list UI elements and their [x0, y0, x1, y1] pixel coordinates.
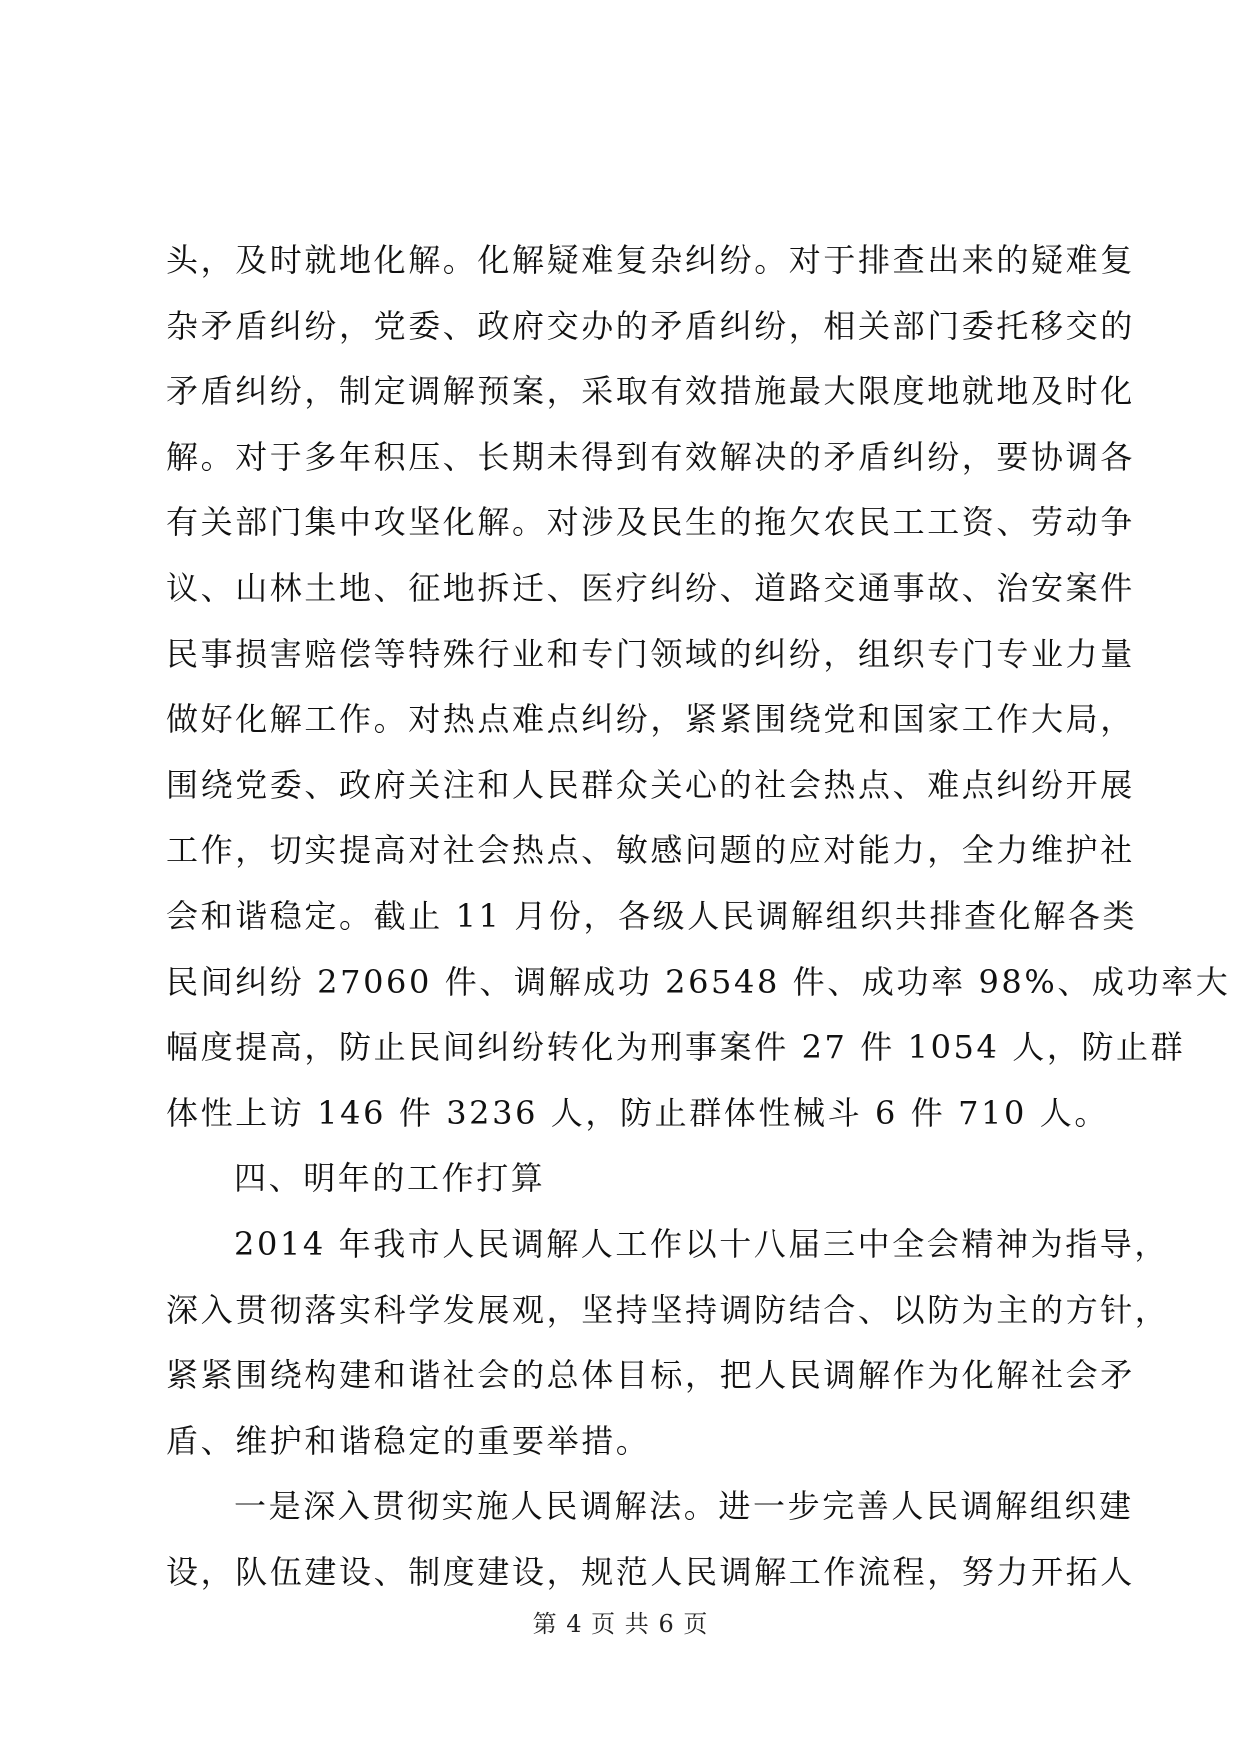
text-line: 盾、维护和谐稳定的重要举措。 — [166, 1421, 651, 1460]
text-line: 2014 年我市人民调解人工作以十八届三中全会精神为指导， — [234, 1224, 1170, 1263]
text-line: 做好化解工作。对热点难点纠纷，紧紧围绕党和国家工作大局， — [166, 700, 1135, 739]
text-line: 头，及时就地化解。化解疑难复杂纠纷。对于排查出来的疑难复 — [166, 241, 1135, 279]
text-line: 围绕党委、政府关注和人民群众关心的社会热点、难点纠纷开展 — [166, 765, 1135, 804]
text-line: 解。对于多年积压、长期未得到有效解决的矛盾纠纷，要协调各 — [166, 437, 1135, 476]
text-line: 杂矛盾纠纷，党委、政府交办的矛盾纠纷，相关部门委托移交的 — [166, 306, 1135, 345]
paragraph — [166, 1474, 1135, 1605]
text-line: 设，队伍建设、制度建设，规范人民调解工作流程，努力开拓人 — [166, 1552, 1135, 1591]
document-body — [166, 228, 1231, 1605]
text-line: 幅度提高，防止民间纠纷转化为刑事案件 27 件 1054 人，防止群 — [166, 1028, 1186, 1067]
paragraph — [166, 1212, 1170, 1474]
text-line: 体性上访 146 件 3236 人，防止群体性械斗 6 件 710 人。 — [166, 1093, 1109, 1132]
paragraph — [166, 228, 1231, 1146]
text-line: 紧紧围绕构建和谐社会的总体目标，把人民调解作为化解社会矛 — [166, 1356, 1135, 1395]
page-footer: 第 4 页 共 6 页 — [532, 1610, 709, 1638]
paragraph — [166, 1146, 1086, 1212]
text-line: 工作，切实提高对社会热点、敏感问题的应对能力，全力维护社 — [166, 831, 1135, 870]
text-line: 会和谐稳定。截止 11 月份，各级人民调解组织共排查化解各类 — [166, 896, 1138, 935]
text-line: 一是深入贯彻实施人民调解法。进一步完善人民调解组织建 — [234, 1487, 1134, 1526]
text-line: 有关部门集中攻坚化解。对涉及民生的拖欠农民工工资、劳动争 — [166, 503, 1135, 542]
text-line: 议、山林土地、征地拆迁、医疗纠纷、道路交通事故、治安案件 — [166, 568, 1135, 607]
text-line: 民间纠纷 27060 件、调解成功 26548 件、成功率 98%、成功率大 — [166, 962, 1231, 1001]
text-line: 矛盾纠纷，制定调解预案，采取有效措施最大限度地就地及时化 — [166, 372, 1135, 411]
text-line: 民事损害赔偿等特殊行业和专门领域的纠纷，组织专门专业力量 — [166, 634, 1135, 673]
text-line: 深入贯彻落实科学发展观，坚持坚持调防结合、以防为主的方针， — [166, 1290, 1170, 1329]
text-line: 四、明年的工作打算 — [234, 1159, 546, 1198]
